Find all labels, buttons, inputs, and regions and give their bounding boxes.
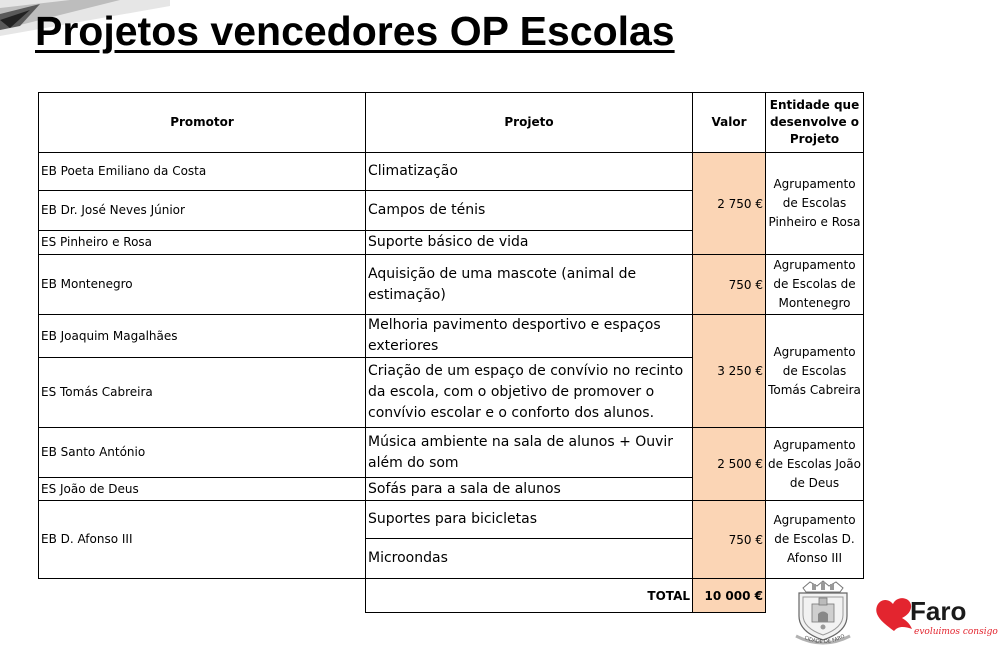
city-crest [790,580,856,648]
promotor-cell: ES João de Deus [39,478,366,501]
entidade-cell: Agrupamento de Escolas de Montenegro [766,255,864,315]
projects-table [38,92,864,613]
total-label: TOTAL [366,579,693,613]
header-projeto: Projeto [366,93,693,153]
promotor-cell: EB Joaquim Magalhães [39,315,366,358]
total-spacer [39,579,366,613]
promotor-cell: EB D. Afonso III [39,501,366,579]
valor-cell: 750 € [693,255,766,315]
projeto-cell: Suportes para bicicletas [366,501,693,539]
header-promotor: Promotor [39,93,366,153]
header-valor: Valor [693,93,766,153]
header-entidade: Entidade que desenvolve o Projeto [766,93,864,153]
valor-cell: 2 500 € [693,428,766,501]
projeto-cell: Microondas [366,539,693,579]
promotor-cell: EB Poeta Emiliano da Costa [39,153,366,191]
logo-slogan: evoluimos consigo [914,627,998,637]
page-title: Projetos vencedores OP Escolas [35,8,675,54]
logo-name: Faro [910,596,967,626]
projeto-cell: Campos de ténis [366,191,693,231]
projeto-cell: Criação de um espaço de convívio no recinto da escola, com o objetivo de promover o convívio escolar e o conforto dos alunos. [366,358,693,428]
table-row [39,315,864,358]
total-row [39,579,864,613]
entidade-cell: Agrupamento de Escolas Pinheiro e Rosa [766,153,864,255]
entidade-cell: Agrupamento de Escolas Tomás Cabreira [766,315,864,428]
crest-label: CIDADE DE FARO [803,633,846,646]
projeto-cell: Suporte básico de vida [366,231,693,255]
table-row [39,153,864,191]
header-row [39,93,864,153]
total-value: 10 000 € [693,579,766,613]
valor-cell: 2 750 € [693,153,766,255]
promotor-cell: EB Santo António [39,428,366,478]
projeto-cell: Música ambiente na sala de alunos + Ouvir além do som [366,428,693,478]
promotor-cell: ES Pinheiro e Rosa [39,231,366,255]
table-row [39,501,864,539]
promotor-cell: ES Tomás Cabreira [39,358,366,428]
projeto-cell: Sofás para a sala de alunos [366,478,693,501]
faro-logo [874,596,998,646]
promotor-cell: EB Dr. José Neves Júnior [39,191,366,231]
projeto-cell: Climatização [366,153,693,191]
entidade-cell: Agrupamento de Escolas D. Afonso III [766,501,864,579]
entidade-cell: Agrupamento de Escolas João de Deus [766,428,864,501]
projeto-cell: Aquisição de uma mascote (animal de estimação) [366,255,693,315]
valor-cell: 3 250 € [693,315,766,428]
table-row [39,255,864,315]
faro-logo-mark [874,596,914,634]
valor-cell: 750 € [693,501,766,579]
promotor-cell: EB Montenegro [39,255,366,315]
projeto-cell: Melhoria pavimento desportivo e espaços exteriores [366,315,693,358]
table-row [39,428,864,478]
